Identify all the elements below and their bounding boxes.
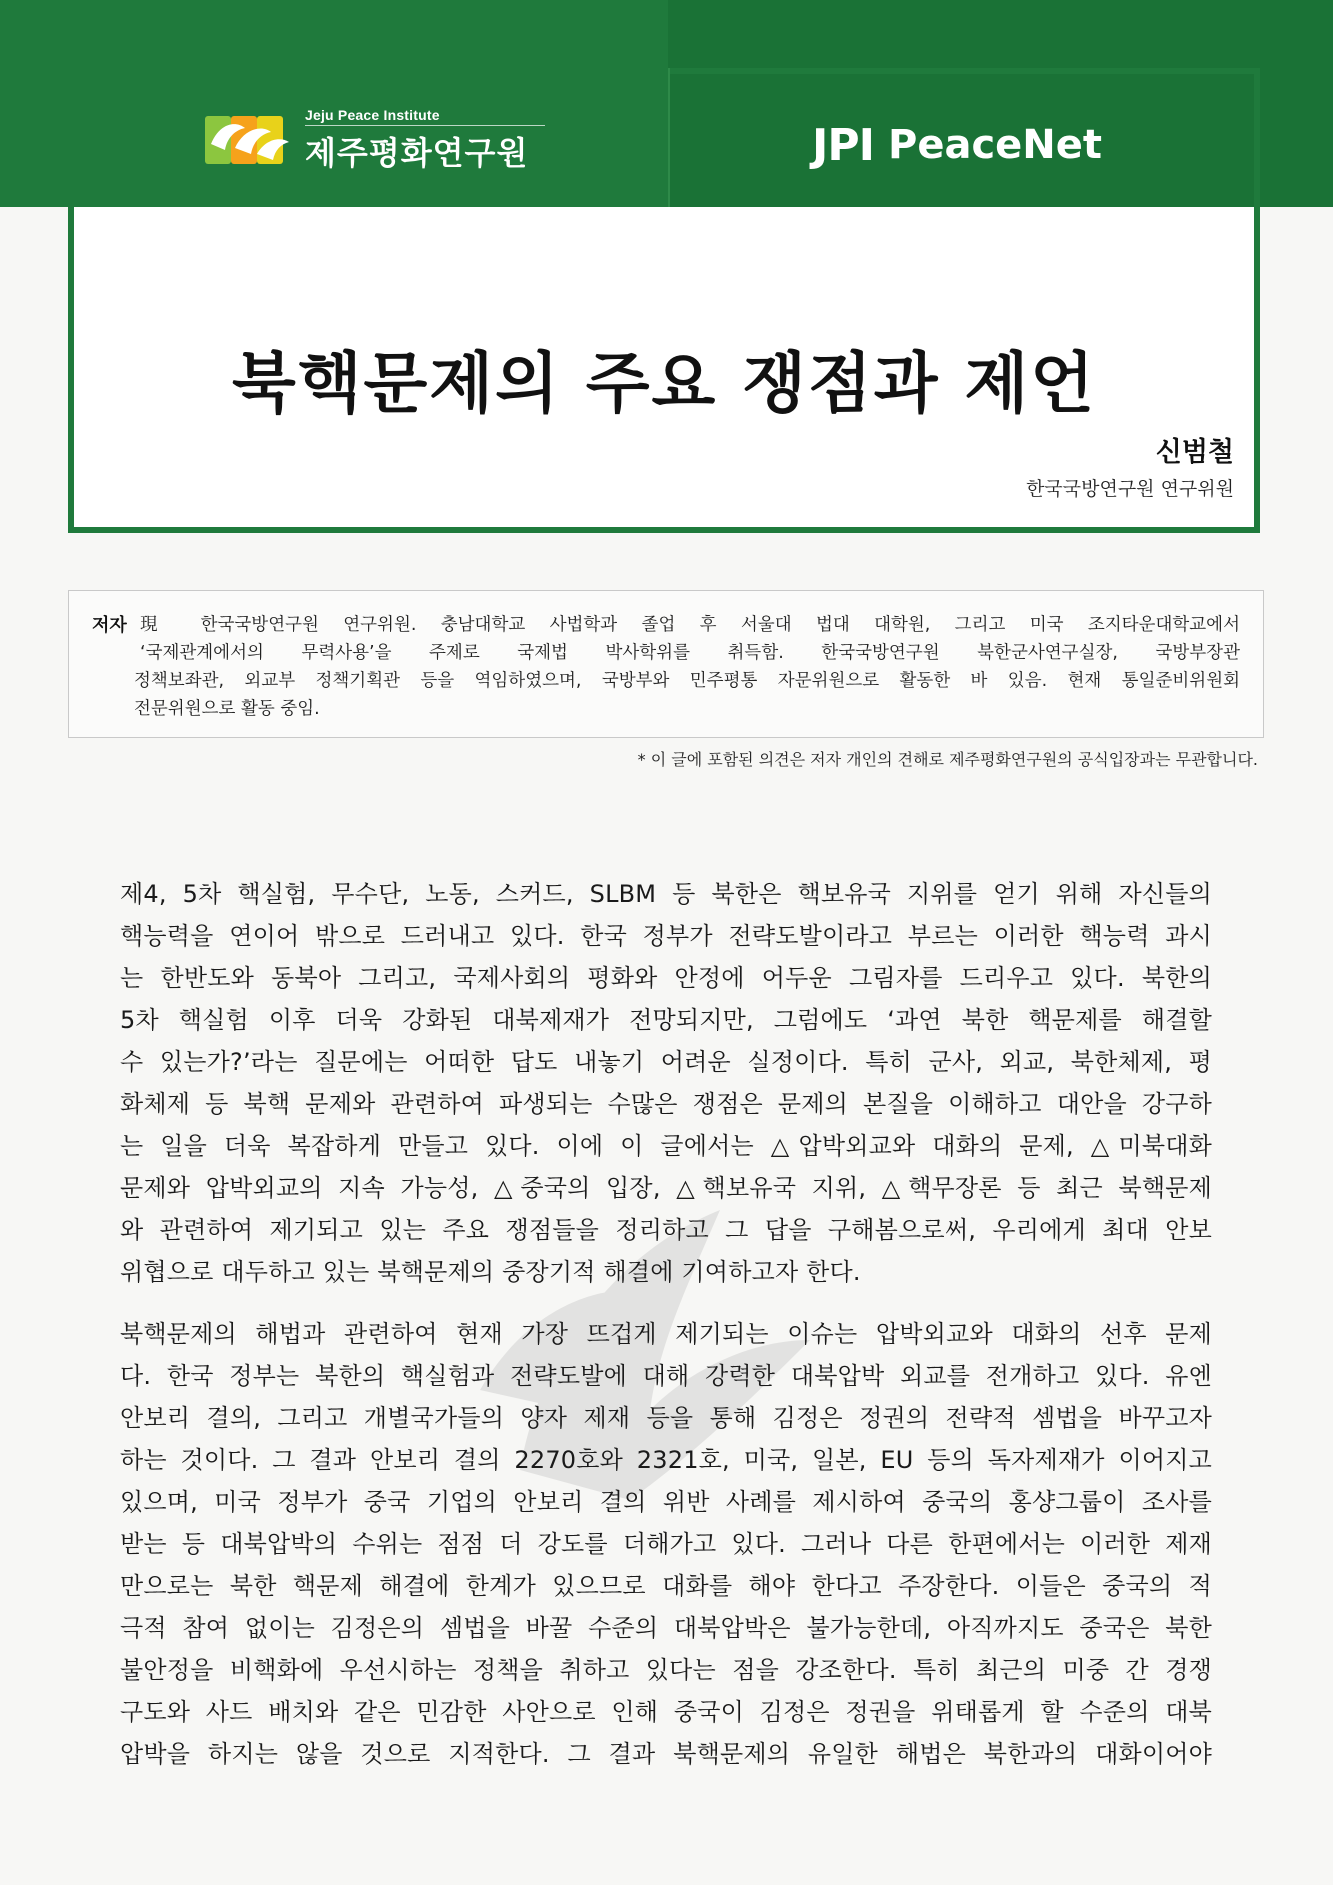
- bio-label: 저자: [92, 615, 127, 636]
- paragraph-line: 핵능력을 연이어 밖으로 드러내고 있다. 한국 정부가 전략도발이라고 부르는 이러한 핵능력 과시: [120, 922, 1212, 950]
- paragraph-line: 하는 것이다. 그 결과 안보리 결의 2270호와 2321호, 미국, 일본, EU 등의 독자제재가 이어지고: [120, 1446, 1212, 1474]
- paragraph-line: 와 관련하여 제기되고 있는 주요 쟁점들을 정리하고 그 답을 구해봄으로써, 우리에게 최대 안보: [120, 1216, 1212, 1244]
- disclaimer-note: * 이 글에 포함된 의견은 저자 개인의 견해로 제주평화연구원의 공식입장과는 무관합니다.: [637, 750, 1258, 769]
- paragraph-line: 는 일을 더욱 복잡하게 만들고 있다. 이에 이 글에서는 △압박외교와 대화의 문제, △미북대화: [120, 1132, 1212, 1160]
- paragraph-line: 제4, 5차 핵실험, 무수단, 노동, 스커드, SLBM 등 북한은 핵보유국 지위를 얻기 위해 자신들의: [120, 880, 1212, 908]
- paragraph-line: 문제와 압박외교의 지속 가능성, △중국의 입장, △핵보유국 지위, △핵무장론 등 최근 북핵문제: [120, 1174, 1212, 1202]
- bio-line: ‘국제관계에서의 무력사용’을 주제로 국제법 박사학위를 취득함. 한국국방연구원 북한군사연구실장, 국방부장관: [140, 643, 1240, 663]
- paragraph-line: 수 있는가?’라는 질문에는 어떠한 답도 내놓기 어려운 실정이다. 특히 군사, 외교, 북한체제, 평: [120, 1048, 1212, 1076]
- peacenet-logo[interactable]: [812, 117, 1102, 173]
- paragraph-line: 위협으로 대두하고 있는 북핵문제의 중장기적 해결에 기여하고자 한다.: [120, 1258, 861, 1286]
- paragraph-line: 만으로는 북한 핵문제 해결에 한계가 있으므로 대화를 해야 한다고 주장한다. 이들은 중국의 적: [120, 1572, 1212, 1600]
- paragraph-line: 5차 핵실험 이후 더욱 강화된 대북제재가 전망되지만, 그럼에도 ‘과연 북한 핵문제를 해결할: [120, 1006, 1212, 1034]
- paragraph-line: 압박을 하지는 않을 것으로 지적한다. 그 결과 북핵문제의 유일한 해법은 북한과의 대화이어야: [120, 1740, 1212, 1768]
- header-divider: [668, 68, 670, 207]
- doves-logo-icon: [205, 110, 295, 170]
- paragraph-line: 극적 참여 없이는 김정은의 셈법을 바꿀 수준의 대북압박은 불가능한데, 아직까지도 중국은 북한: [120, 1614, 1212, 1642]
- paragraph-line: 불안정을 비핵화에 우선시하는 정책을 취하고 있다는 점을 강조한다. 특히 최근의 미중 간 경쟁: [120, 1656, 1212, 1684]
- paragraph-line: 안보리 결의, 그리고 개별국가들의 양자 제재 등을 통해 김정은 정권의 전략적 셈법을 바꾸고자: [120, 1404, 1212, 1432]
- paragraph-line: 는 한반도와 동북아 그리고, 국제사회의 평화와 안정에 어두운 그림자를 드리우고 있다. 북한의: [120, 964, 1212, 992]
- logo-english-name: Jeju Peace Institute: [305, 107, 545, 126]
- paragraph-line: 있으며, 미국 정부가 중국 기업의 안보리 결의 위반 사례를 제시하여 중국의 홍샹그룹이 조사를: [120, 1488, 1212, 1516]
- paragraph-line: 화체제 등 북핵 문제와 관련하여 파생되는 수많은 쟁점은 문제의 본질을 이해하고 대안을 강구하: [120, 1090, 1212, 1118]
- bio-line: 정책보좌관, 외교부 정책기획관 등을 역임하였으며, 국방부와 민주평통 자문위원으로 활동한 바 있음. 현재 통일준비위원회: [134, 671, 1240, 691]
- bio-line: 전문위원으로 활동 중임.: [134, 699, 320, 719]
- paragraph-line: 북핵문제의 해법과 관련하여 현재 가장 뜨겁게 제기되는 이슈는 압박외교와 대화의 선후 문제: [120, 1320, 1212, 1348]
- jpi-logo-mark: JPI: [812, 119, 874, 171]
- logo-korean-name: 제주평화연구원: [305, 133, 529, 172]
- paragraph-line: 받는 등 대북압박의 수위는 점점 더 강도를 더해가고 있다. 그러나 다른 한편에서는 이러한 제재: [120, 1530, 1212, 1558]
- page-title: 북핵문제의 주요 쟁점과 제언: [231, 345, 1096, 422]
- jeju-peace-institute-logo[interactable]: [205, 106, 545, 172]
- peacenet-logo-name: PeaceNet: [888, 122, 1103, 168]
- bio-line: 現 한국국방연구원 연구위원. 충남대학교 사법학과 졸업 후 서울대 법대 대학원, 그리고 미국 조지타운대학교에서: [140, 615, 1240, 635]
- author-name: 신범철: [1155, 437, 1234, 468]
- author-affiliation: 한국국방연구원 연구위원: [1026, 478, 1234, 500]
- paragraph-line: 구도와 사드 배치와 같은 민감한 사안으로 인해 중국이 김정은 정권을 위태롭게 할 수준의 대북: [120, 1698, 1212, 1726]
- paragraph-line: 다. 한국 정부는 북한의 핵실험과 전략도발에 대해 강력한 대북압박 외교를 전개하고 있다. 유엔: [120, 1362, 1212, 1390]
